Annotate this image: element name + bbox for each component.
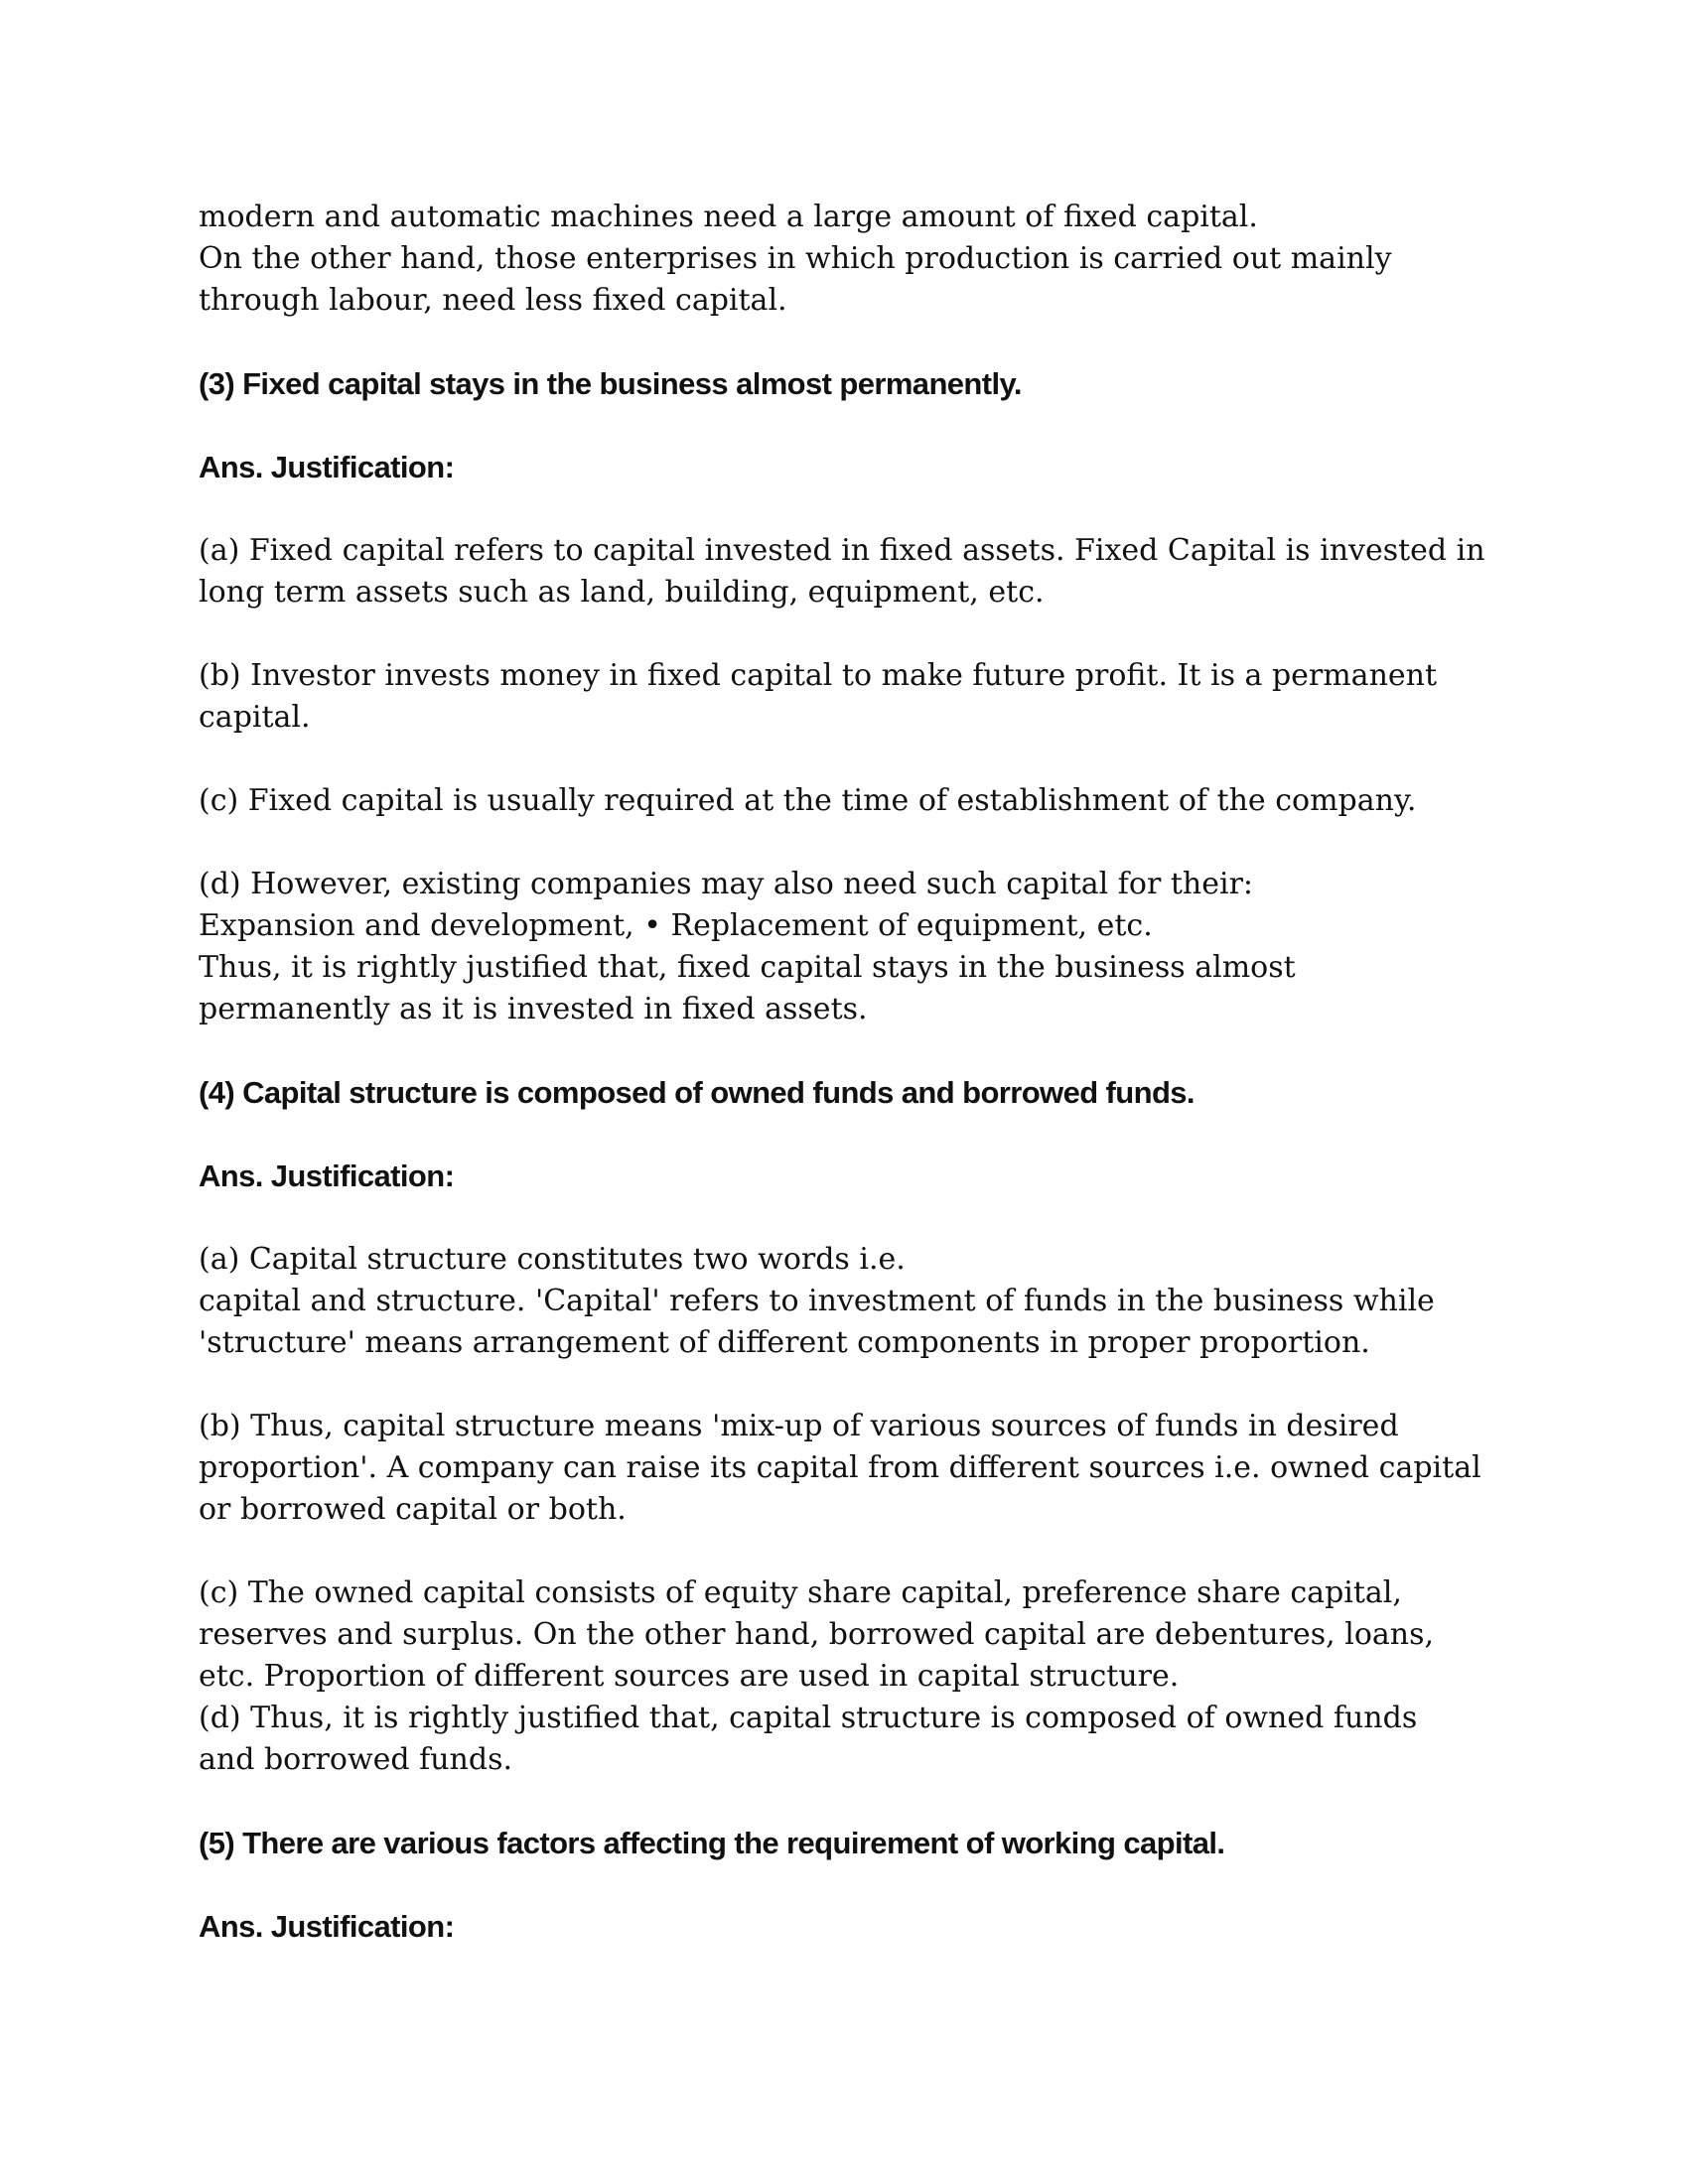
body-text-line: reserves and surplus. On the other hand, borrowed capital are debentures, loans, [199,1617,1435,1652]
body-text-line: proportion'. A company can raise its capital from different sources i.e. owned capital [199,1450,1481,1485]
body-text-line: Thus, it is rightly justified that, fixed capital stays in the business almost [199,950,1296,985]
body-text-line: or borrowed capital or both. [199,1492,627,1527]
body-text-line: long term assets such as land, building, equipment, etc. [199,575,1045,610]
answer-label: Ans. Justification: [199,1159,455,1193]
answer-label: Ans. Justification: [199,450,455,484]
body-text-line: capital and structure. 'Capital' refers to investment of funds in the business while [199,1284,1435,1318]
body-text-line: (a) Fixed capital refers to capital invested in fixed assets. Fixed Capital is invested in [199,533,1485,568]
body-text-line: (a) Capital structure constitutes two words i.e. [199,1242,906,1277]
body-text-line: On the other hand, those enterprises in which production is carried out mainly [199,241,1392,276]
question-heading-4: (4) Capital structure is composed of owned funds and borrowed funds. [199,1075,1195,1110]
body-text-line: (d) However, existing companies may also need such capital for their: [199,867,1254,901]
body-text-line: (c) The owned capital consists of equity share capital, preference share capital, [199,1575,1402,1610]
answer-label: Ans. Justification: [199,1909,455,1944]
document-page [199,197,1519,1948]
question-heading-3: (3) Fixed capital stays in the business almost permanently. [199,366,1022,401]
body-text-line: (c) Fixed capital is usually required at the time of establishment of the company. [199,783,1417,818]
body-text-line: 'structure' means arrangement of different components in proper proportion. [199,1325,1370,1360]
body-text-line: (d) Thus, it is rightly justified that, capital structure is composed of owned funds [199,1701,1418,1735]
question-heading-5: (5) There are various factors affecting the requirement of working capital. [199,1826,1225,1860]
body-text-line: etc. Proportion of different sources are used in capital structure. [199,1659,1180,1694]
body-text-line: modern and automatic machines need a large amount of fixed capital. [199,200,1258,234]
body-text-line: (b) Investor invests money in fixed capital to make future profit. It is a permanent [199,658,1438,693]
body-text-line: and borrowed funds. [199,1742,513,1777]
body-text-line: (b) Thus, capital structure means 'mix-up of various sources of funds in desired [199,1409,1399,1443]
body-text-line: Expansion and development, • Replacement of equipment, etc. [199,908,1153,943]
body-text-line: permanently as it is invested in fixed assets. [199,992,868,1026]
body-text-line: through labour, need less fixed capital. [199,283,787,318]
body-text-line: capital. [199,700,311,735]
